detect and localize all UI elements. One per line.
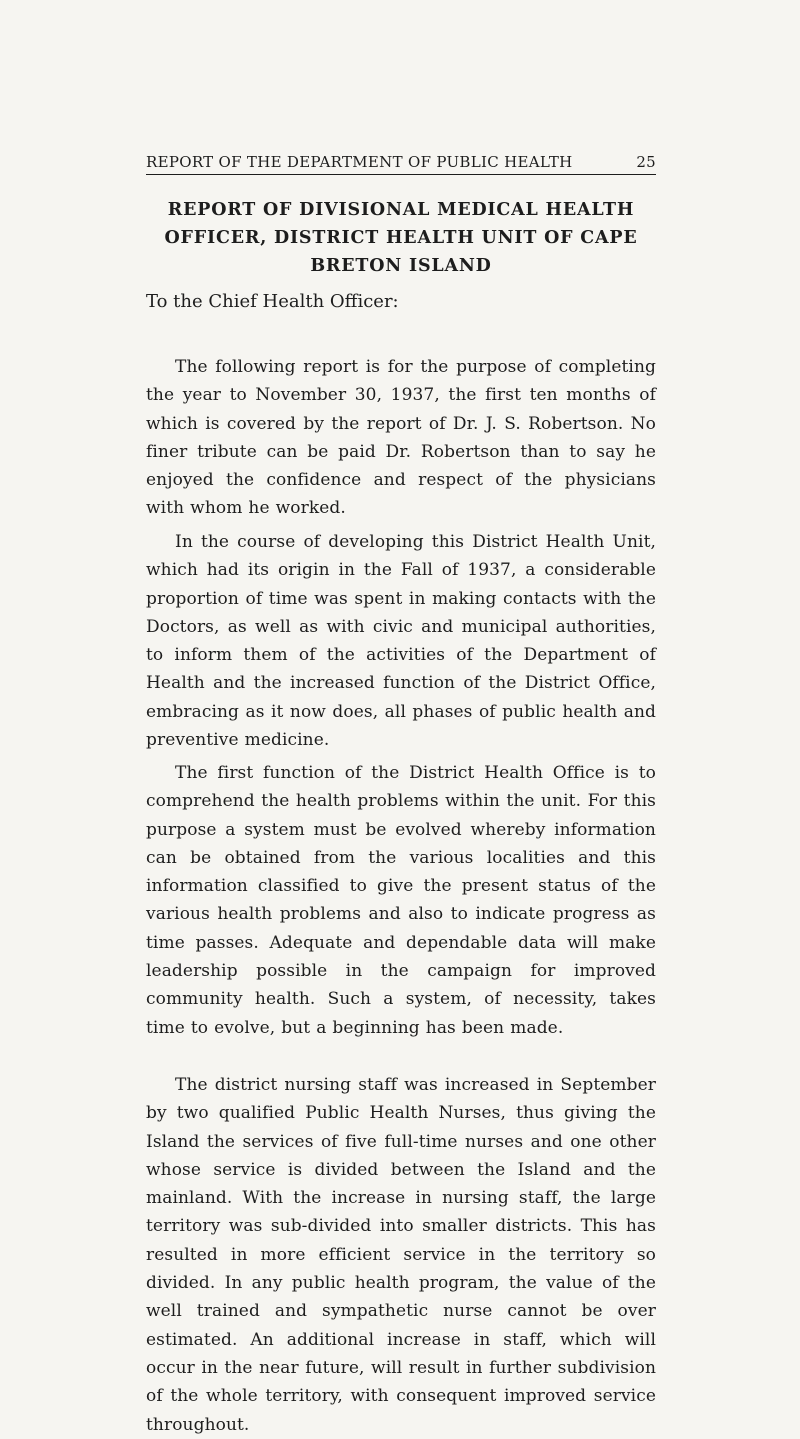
running-header-title: REPORT OF THE DEPARTMENT OF PUBLIC HEALTH	[146, 153, 573, 171]
report-title-line-2: OFFICER, DISTRICT HEALTH UNIT OF CAPE	[164, 228, 638, 248]
document-page	[146, 148, 656, 1435]
page-number: 25	[636, 153, 656, 171]
report-title-line-3: BRETON ISLAND	[310, 256, 492, 276]
paragraph-2: In the course of developing this District Health Unit, which had its origin in the Fall of 1937, a considerable proportion of time was spent in making contacts with the Doctors, as well as with civic and municipal authorities, to inform them of the activities of the Department of Health and the increased function of the District Office, embracing as it now does, all phases of public health and preventive medicine.	[146, 532, 656, 751]
report-title	[146, 196, 656, 280]
report-title-line-1: REPORT OF DIVISIONAL MEDICAL HEALTH	[167, 200, 635, 220]
salutation: To the Chief Health Officer:	[146, 291, 399, 312]
paragraph-4: The district nursing staff was increased in September by two qualified Public Health Nurses, thus giving the Island the services of five full-time nurses and one other whose service is divided between the Island and the mainland. With the increase in nursing staff, the large territory was sub-divided into smaller districts. This has resulted in more efficient service in the territory so divided. In any public health program, the value of the well trained and sympathetic nurse cannot be over estimated. An additional increase in staff, which will occur in the near future, will result in further subdivision of the whole territory, with consequent improved service throughout.	[146, 1075, 656, 1435]
running-header	[146, 148, 656, 175]
paragraph-3: The first function of the District Health Office is to comprehend the health problems within the unit. For this purpose a system must be evolved whereby information can be obtained from the various localities and this information classified to give the present status of the various health problems and also to indicate progress as time passes. Adequate and dependable data will make leadership possible in the campaign for improved community health. Such a system, of necessity, takes time to evolve, but a beginning has been made.	[146, 763, 656, 1038]
paragraph-1: The following report is for the purpose of completing the year to November 30, 1937, the first ten months of which is covered by the report of Dr. J. S. Robertson. No finer tribute can be paid Dr. Robertson than to say he enjoyed the confidence and respect of the physicians with whom he worked.	[146, 357, 656, 519]
